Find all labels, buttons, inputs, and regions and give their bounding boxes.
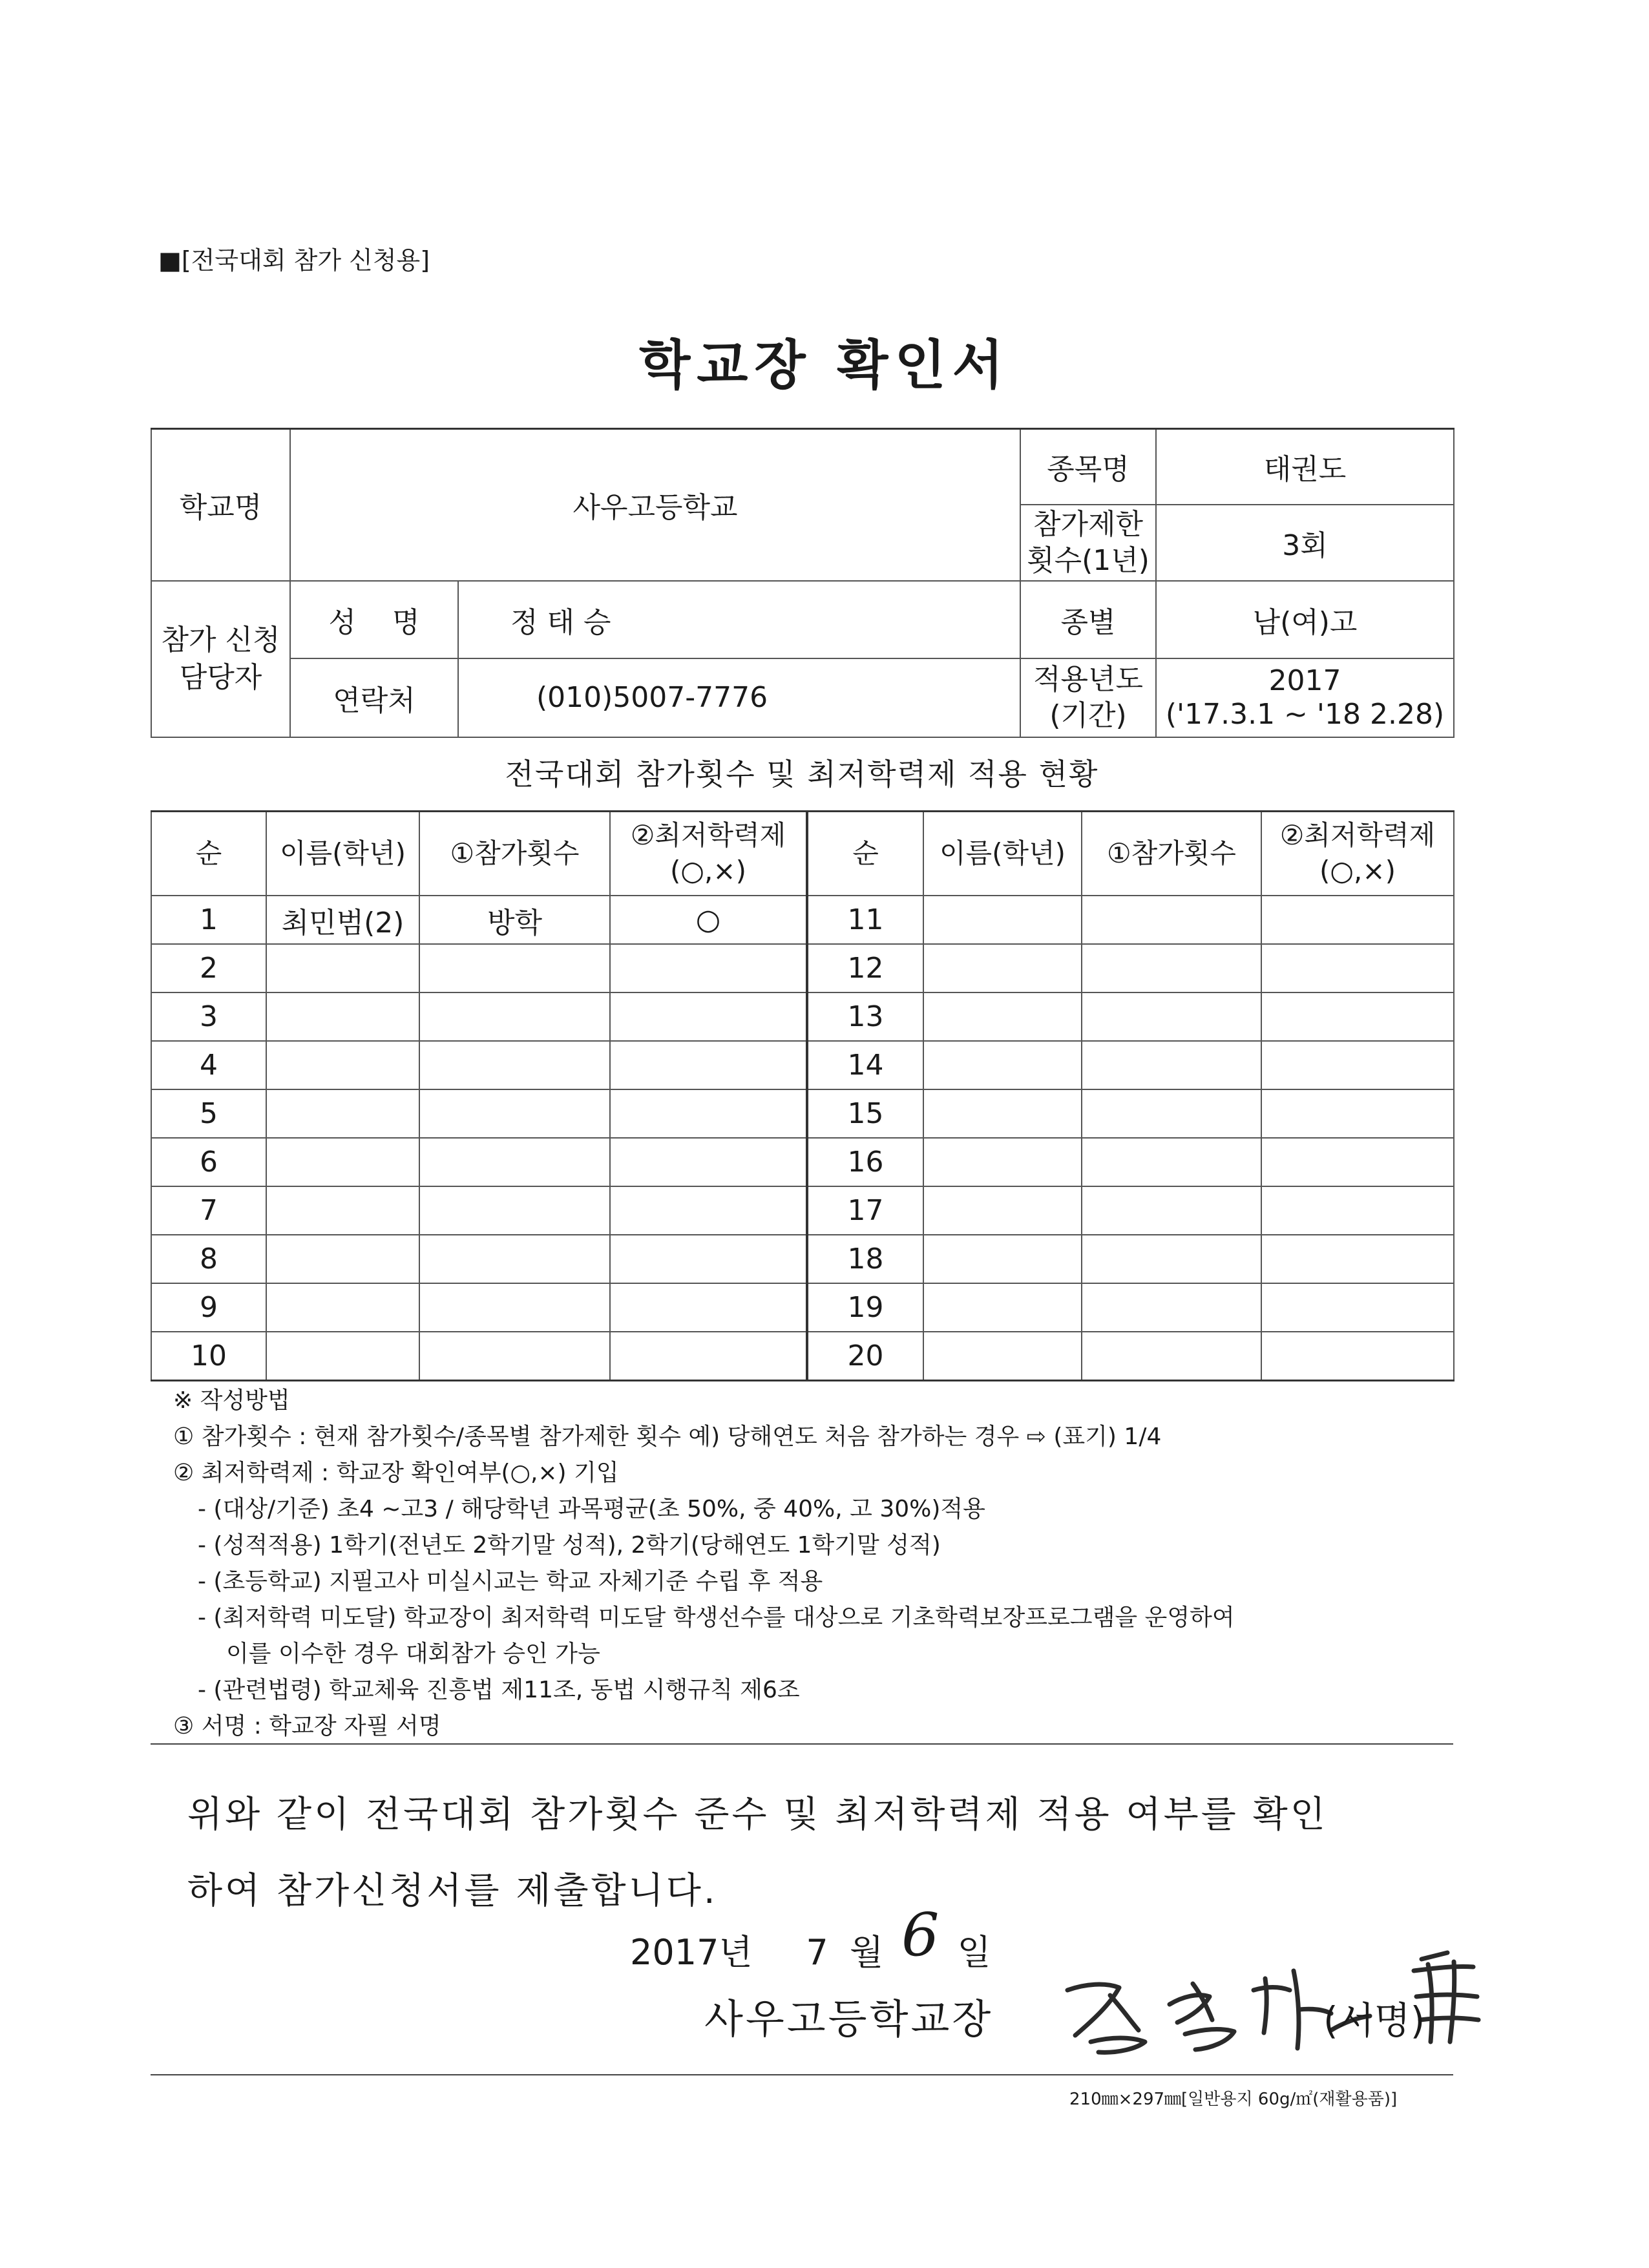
document-title: 학교장 확인서 (639, 335, 1010, 396)
participation-count (1082, 992, 1261, 1041)
roster-header-cell: ②최저학력제 (○,×) (1261, 812, 1454, 896)
min-academic-check (1261, 1332, 1454, 1381)
signing-date (630, 1900, 991, 1979)
student-name (923, 944, 1082, 992)
name-label: 성 명 (290, 581, 458, 658)
participation-count (419, 1089, 610, 1138)
school-name: 사우고등학교 (290, 429, 1020, 581)
table-row (151, 1089, 1454, 1138)
participation-count (419, 1041, 610, 1089)
min-academic-check (1261, 1235, 1454, 1283)
table-row (151, 992, 1454, 1041)
min-academic-check (610, 992, 807, 1041)
form-type-tag: ■[전국대회 참가 신청용] (158, 246, 430, 275)
year-cell (1156, 658, 1454, 737)
row-number: 20 (807, 1332, 923, 1381)
participation-count (419, 992, 610, 1041)
row-number: 4 (151, 1041, 266, 1089)
row-number: 14 (807, 1041, 923, 1089)
category-value: 남(여)고 (1156, 581, 1454, 658)
declaration (187, 1777, 1467, 1929)
min-academic-check (1261, 896, 1454, 944)
row-number: 5 (151, 1089, 266, 1138)
student-name (266, 944, 419, 992)
row-number: 6 (151, 1138, 266, 1186)
student-name (923, 1332, 1082, 1381)
instruction-sub-4: - (최저학력 미도달) 학교장이 최저학력 미도달 학생선수를 대상으로 기초학력보장프로그램을 운영하여 (198, 1604, 1235, 1631)
roster-header-cell: 순 (151, 812, 266, 896)
contact-value: (010)5007-7776 (458, 658, 1020, 737)
table-row (151, 1186, 1454, 1235)
contact-label: 연락처 (290, 658, 458, 737)
min-academic-check (610, 944, 807, 992)
roster-header-cell: 이름(학년) (923, 812, 1082, 896)
table-row (151, 1138, 1454, 1186)
row-number: 2 (151, 944, 266, 992)
table-row (151, 1283, 1454, 1332)
min-academic-check (610, 1186, 807, 1235)
instruction-item-3: ③ 서명 : 학교장 자필 서명 (173, 1713, 441, 1739)
participation-count (1082, 1283, 1261, 1332)
student-name (266, 1235, 419, 1283)
participation-count (1082, 1089, 1261, 1138)
participation-count (1082, 896, 1261, 944)
participation-count (1082, 944, 1261, 992)
min-academic-check (610, 1235, 807, 1283)
student-name (923, 1041, 1082, 1089)
date-month: 7 (806, 1932, 828, 1973)
row-number: 8 (151, 1235, 266, 1283)
min-academic-check (610, 1332, 807, 1381)
row-number: 18 (807, 1235, 923, 1283)
min-academic-check (1261, 992, 1454, 1041)
roster-section-title: 전국대회 참가횟수 및 최저학력제 적용 현황 (505, 757, 1099, 792)
school-label: 학교명 (151, 429, 290, 581)
min-academic-check: ○ (610, 896, 807, 944)
category-label: 종별 (1020, 581, 1156, 658)
student-name (923, 1138, 1082, 1186)
row-number: 7 (151, 1186, 266, 1235)
year-label: 적용년도 (기간) (1020, 658, 1156, 737)
instructions-heading: ※ 작성방법 (173, 1387, 290, 1414)
min-academic-check (1261, 1089, 1454, 1138)
table-row (151, 1332, 1454, 1381)
roster-header-row (151, 812, 1454, 896)
date-month-unit: 월 (849, 1932, 884, 1973)
student-name (266, 1283, 419, 1332)
row-number: 17 (807, 1186, 923, 1235)
min-academic-check (1261, 1186, 1454, 1235)
row-number: 13 (807, 992, 923, 1041)
paper-spec-note: 210㎜×297㎜[일반용지 60g/㎡(재활용품)] (1069, 2090, 1398, 2109)
participation-count (1082, 1138, 1261, 1186)
participation-count: 방학 (419, 896, 610, 944)
row-number: 19 (807, 1283, 923, 1332)
table-row (151, 896, 1454, 944)
min-academic-check (610, 1041, 807, 1089)
row-number: 1 (151, 896, 266, 944)
date-year: 2017년 (630, 1932, 753, 1973)
table-row (151, 1041, 1454, 1089)
student-name (266, 992, 419, 1041)
instruction-item-2: ② 최저학력제 : 학교장 확인여부(○,×) 기입 (173, 1460, 619, 1486)
student-name (923, 1089, 1082, 1138)
student-name (923, 896, 1082, 944)
row-number: 16 (807, 1138, 923, 1186)
sign-label: (서명) (1323, 1999, 1425, 2042)
participation-count (1082, 1332, 1261, 1381)
instruction-sub-4b: 이를 이수한 경우 대회참가 승인 가능 (226, 1641, 600, 1667)
min-academic-check (1261, 1138, 1454, 1186)
row-number: 9 (151, 1283, 266, 1332)
date-day: 6 (901, 1900, 940, 1969)
student-name (266, 1186, 419, 1235)
student-name (923, 1283, 1082, 1332)
row-number: 3 (151, 992, 266, 1041)
participation-count (1082, 1186, 1261, 1235)
min-academic-check (1261, 1283, 1454, 1332)
sport-label: 종목명 (1020, 429, 1156, 505)
name-value: 정 태 승 (458, 581, 1020, 658)
min-academic-check (610, 1089, 807, 1138)
limit-label: 참가제한 횟수(1년) (1020, 505, 1156, 581)
declaration-line-1: 위와 같이 전국대회 참가횟수 준수 및 최저학력제 적용 여부를 확인 (187, 1794, 1328, 1836)
participation-count (419, 1332, 610, 1381)
student-name (266, 1138, 419, 1186)
table-row (151, 944, 1454, 992)
table-row (151, 1235, 1454, 1283)
instruction-sub-2: - (성적적용) 1학기(전년도 2학기말 성적), 2학기(당해연도 1학기말 성적) (198, 1532, 941, 1559)
manager-label: 참가 신청 담당자 (151, 581, 290, 737)
roster-header-cell: 순 (807, 812, 923, 896)
bottom-divider (151, 2074, 1453, 2075)
min-academic-check (610, 1283, 807, 1332)
roster-header-cell: ①참가횟수 (419, 812, 610, 896)
roster-header-cell: ①참가횟수 (1082, 812, 1261, 896)
school-info-table (151, 428, 1455, 738)
participation-count (1082, 1041, 1261, 1089)
min-academic-check (1261, 1041, 1454, 1089)
student-name (923, 992, 1082, 1041)
student-name (266, 1332, 419, 1381)
student-name: 최민범(2) (266, 896, 419, 944)
student-name (266, 1089, 419, 1138)
date-day-unit: 일 (957, 1932, 991, 1973)
student-name (923, 1235, 1082, 1283)
instructions (173, 1383, 1459, 1745)
row-number: 12 (807, 944, 923, 992)
student-name (923, 1186, 1082, 1235)
participation-count (1082, 1235, 1261, 1283)
row-number: 10 (151, 1332, 266, 1381)
min-academic-check (1261, 944, 1454, 992)
declaration-line-2: 하여 참가신청서를 제출합니다. (187, 1870, 718, 1912)
period-value: ('17.3.1 ~ '18 2.28) (1165, 697, 1445, 731)
limit-value: 3회 (1156, 505, 1454, 581)
participation-count (419, 1138, 610, 1186)
instruction-item-1: ① 참가횟수 : 현재 참가횟수/종목별 참가제한 횟수 예) 당해연도 처음 참가하는 경우 ⇨ (표기) 1/4 (173, 1423, 1162, 1450)
participation-count (419, 1283, 610, 1332)
instruction-sub-5: - (관련법령) 학교체육 진흥법 제11조, 동법 시행규칙 제6조 (198, 1677, 800, 1703)
roster-header-cell: ②최저학력제 (○,×) (610, 812, 807, 896)
roster-header-cell: 이름(학년) (266, 812, 419, 896)
student-name (266, 1041, 419, 1089)
roster-table (151, 810, 1455, 1381)
instruction-sub-3: - (초등학교) 지필고사 미실시교는 학교 자체기준 수립 후 적용 (198, 1568, 823, 1595)
sport-value: 태권도 (1156, 429, 1454, 505)
year-value: 2017 (1268, 664, 1341, 697)
handwritten-signature (1060, 1945, 1512, 2061)
row-number: 11 (807, 896, 923, 944)
row-number: 15 (807, 1089, 923, 1138)
min-academic-check (610, 1138, 807, 1186)
participation-count (419, 944, 610, 992)
principal-title: 사우고등학교장 (704, 1995, 994, 2042)
participation-count (419, 1186, 610, 1235)
instruction-sub-1: - (대상/기준) 초4 ~고3 / 해당학년 과목평균(초 50%, 중 40%, 고 30%)적용 (198, 1496, 985, 1522)
participation-count (419, 1235, 610, 1283)
